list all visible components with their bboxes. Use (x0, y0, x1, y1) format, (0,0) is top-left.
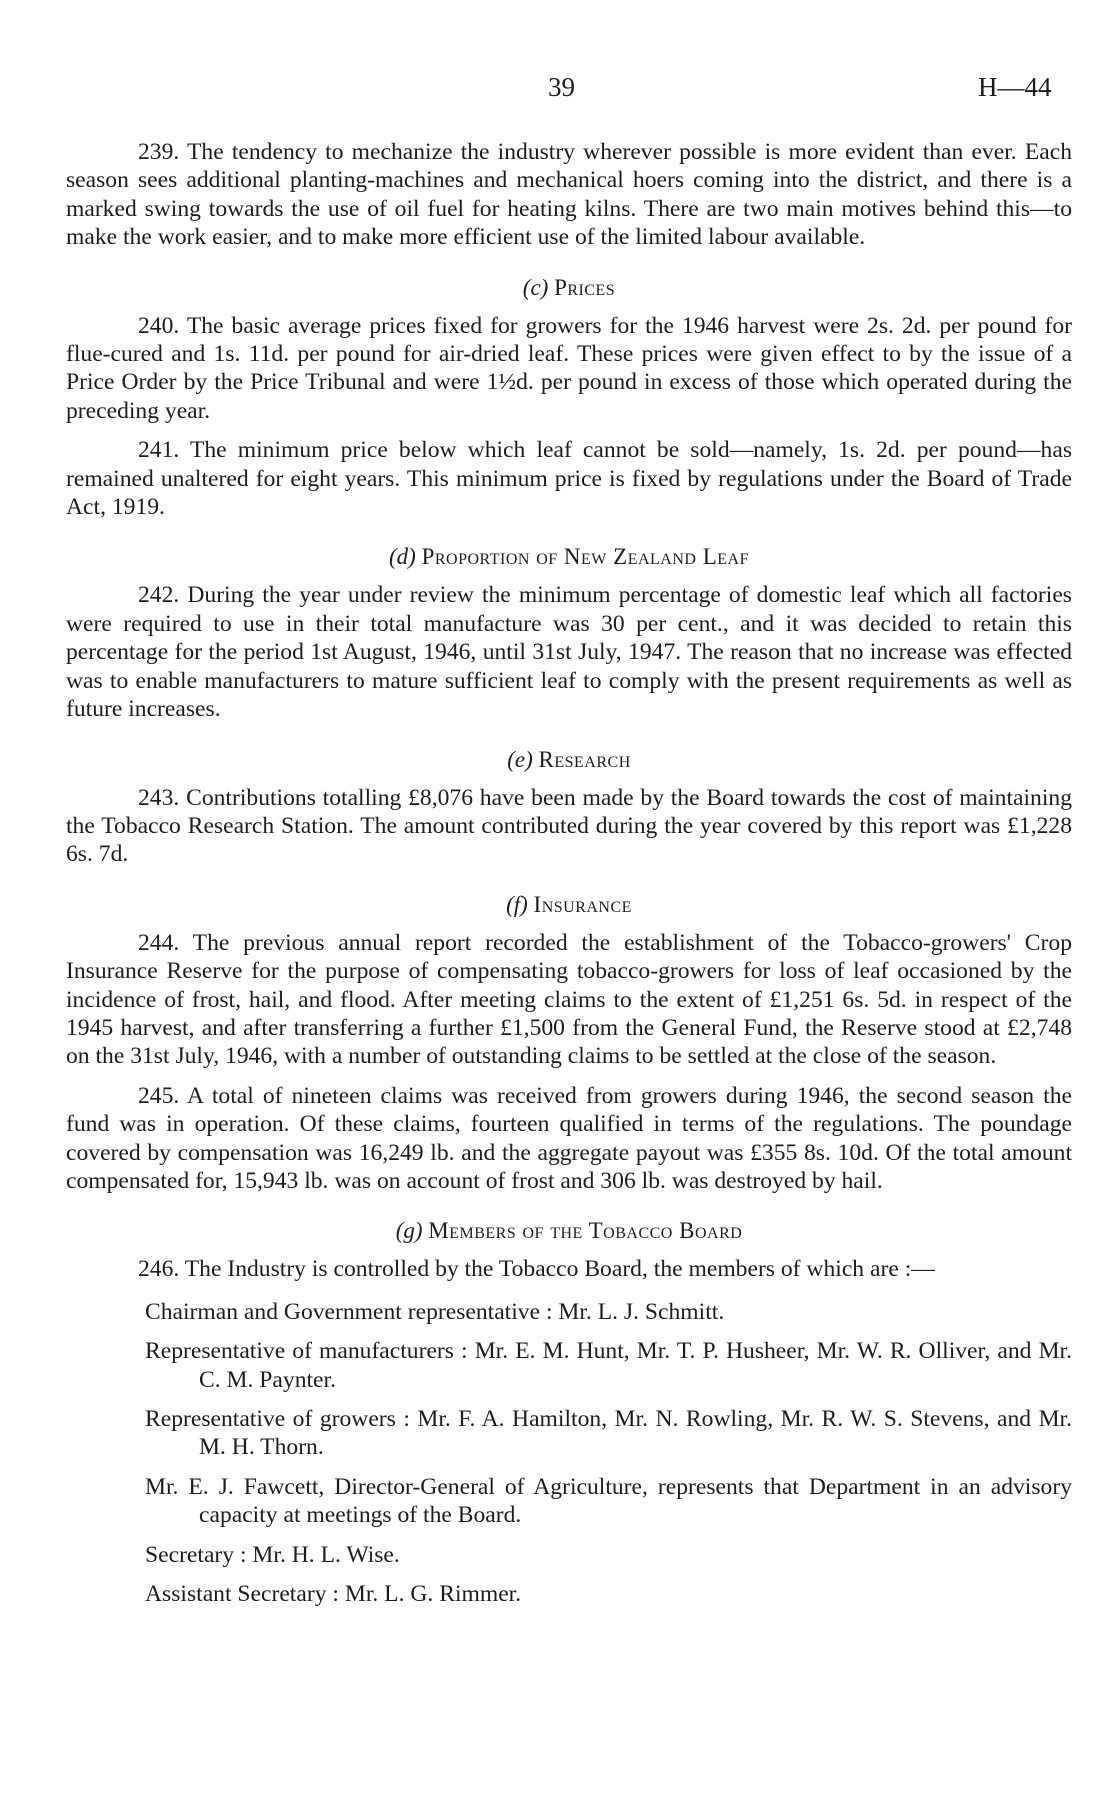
section-title: Proportion of New Zealand Leaf (421, 544, 749, 570)
page-number: 39 (548, 72, 575, 102)
member-entry-assistant-secretary: Assistant Secretary : Mr. L. G. Rimmer. (145, 1581, 522, 1608)
paragraph-245: 245. A total of nineteen claims was received from growers during 1946, the second season the fund was in operation. Of these claims, fourteen qualified in terms of the regulations. The poundage covered by compensation was 16,249 lb. and the aggregate payout was £355 8s. 10d. Of the total amount compensated for, 15,943 lb. was on account of frost and 306 lb. was destroyed by hail. (66, 1082, 1072, 1194)
section-heading-prices (66, 274, 1072, 302)
section-heading-proportion (66, 543, 1072, 571)
section-heading-research (66, 746, 1072, 774)
paragraph-243: 243. Contributions totalling £8,076 have been made by the Board towards the cost of maintaining the Tobacco Research Station. The amount contributed during the year covered by this report was £1,228 6s. 7d. (66, 784, 1072, 868)
section-title: Research (538, 746, 631, 772)
section-label: (e) (507, 746, 533, 772)
section-label: (g) (395, 1218, 423, 1244)
section-heading-insurance (66, 891, 1072, 919)
section-label: (f) (506, 891, 528, 917)
page-body (66, 138, 1072, 1619)
section-title: Insurance (533, 891, 632, 917)
paragraph-246: 246. The Industry is controlled by the Tobacco Board, the members of which are :— (138, 1256, 935, 1283)
member-entry-chairman: Chairman and Government representative : Mr. L. J. Schmitt. (145, 1298, 725, 1325)
section-title: Prices (554, 274, 616, 300)
paragraph-241: 241. The minimum price below which leaf cannot be sold—namely, 1s. 2d. per pound—has remained unaltered for eight years. This minimum price is fixed by regulations under the Board of Trade Act, 1919. (66, 437, 1072, 521)
member-entry-secretary: Secretary : Mr. H. L. Wise. (145, 1541, 400, 1568)
page-code: H—44 (978, 72, 1052, 102)
section-label: (d) (389, 544, 416, 570)
section-label: (c) (522, 274, 549, 300)
section-heading-members (66, 1217, 1072, 1245)
section-title: Members of the Tobacco Board (428, 1218, 743, 1244)
paragraph-239: 239. The tendency to mechanize the industry wherever possible is more evident than ever. Each season sees additional planting-machines and mechanical hoers coming into the district, and there is a marked swing towards the use of oil fuel for heating kilns. There are two main motives behind this—to make the work easier, and to make more efficient use of the limited labour available. (66, 139, 1072, 251)
member-entry-manufacturers: Representative of manufacturers : Mr. E. M. Hunt, Mr. T. P. Husheer, Mr. W. R. Olliver, and Mr. C. M. Paynter. (145, 1338, 1072, 1393)
member-entry-agriculture: Mr. E. J. Fawcett, Director-General of Agriculture, represents that Department in an advisory capacity at meetings of the Board. (145, 1473, 1072, 1529)
member-entry-growers: Representative of growers : Mr. F. A. Hamilton, Mr. N. Rowling, Mr. R. W. S. Stevens, and Mr. M. H. Thorn. (145, 1406, 1072, 1461)
page-header (0, 72, 1114, 112)
paragraph-244: 244. The previous annual report recorded the establishment of the Tobacco-growers' Crop Insurance Reserve for the purpose of compensating tobacco-growers for loss of leaf occasioned by the incidence of frost, hail, and flood. After meeting claims to the extent of £1,251 6s. 5d. in respect of the 1945 harvest, and after transferring a further £1,500 from the General Fund, the Reserve stood at £2,748 on the 31st July, 1946, with a number of outstanding claims to be settled at the close of the season. (66, 929, 1072, 1070)
board-members-list (66, 1298, 1072, 1609)
paragraph-242: 242. During the year under review the minimum percentage of domestic leaf which all factories were required to use in their total manufacture was 30 per cent., and it was decided to retain this percentage for the period 1st August, 1946, until 31st July, 1947. The reason that no increase was effected was to enable manufacturers to mature sufficient leaf to comply with the present requirements as well as future increases. (66, 582, 1072, 723)
paragraph-240: 240. The basic average prices fixed for growers for the 1946 harvest were 2s. 2d. per pound for flue-cured and 1s. 11d. per pound for air-dried leaf. These prices were given effect to by the issue of a Price Order by the Price Tribunal and were 1½d. per pound in excess of those which operated during the preceding year. (66, 312, 1072, 424)
